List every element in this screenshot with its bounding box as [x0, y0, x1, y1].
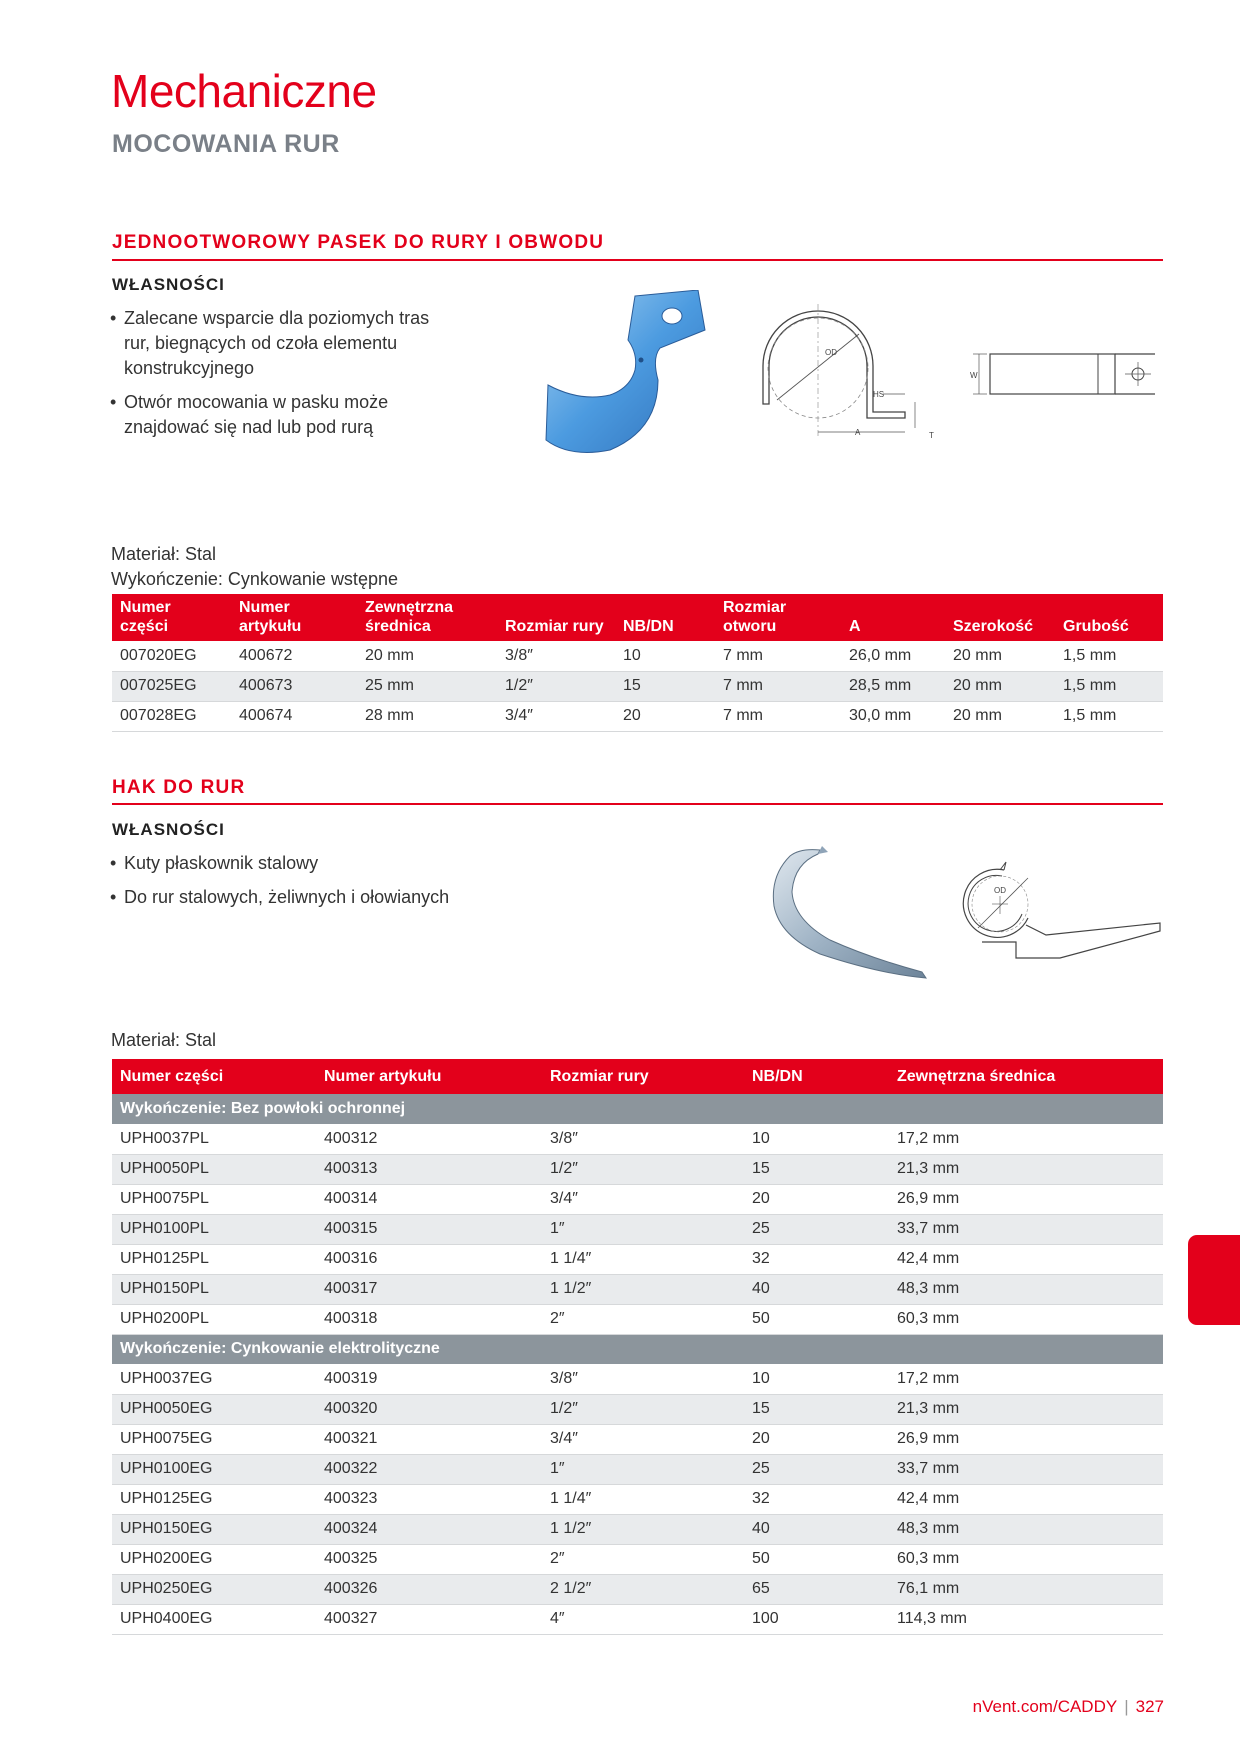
table-cell: 2 1/2″ — [542, 1574, 744, 1604]
table-cell: 40 — [744, 1274, 889, 1304]
table-cell: UPH0400EG — [112, 1604, 316, 1634]
table-row — [112, 1484, 1163, 1514]
table-cell: 20 — [744, 1184, 889, 1214]
table-cell: 007020EG — [112, 641, 231, 671]
table-cell: 21,3 mm — [889, 1154, 1163, 1184]
table-row — [112, 1214, 1163, 1244]
table-header-row — [112, 594, 1163, 641]
properties-list — [110, 306, 430, 449]
material-label: Materiał: Stal — [111, 1030, 217, 1050]
section-divider — [112, 803, 1163, 805]
table-cell: UPH0200EG — [112, 1544, 316, 1574]
table-row — [112, 1184, 1163, 1214]
pipe-hook-table — [112, 1059, 1163, 1635]
table-row — [112, 1274, 1163, 1304]
footer-separator: | — [1124, 1697, 1129, 1716]
finish-label: Wykończenie: Cynkowanie wstępne — [111, 569, 398, 589]
table-cell: 33,7 mm — [889, 1214, 1163, 1244]
properties-heading: WŁASNOŚCI — [112, 820, 225, 839]
table-cell: 50 — [744, 1304, 889, 1334]
table-cell: 3/4″ — [542, 1184, 744, 1214]
table-cell: 400317 — [316, 1274, 542, 1304]
table-cell: 1 1/2″ — [542, 1274, 744, 1304]
column-header: Rozmiar rury — [497, 594, 615, 641]
properties-list — [110, 851, 570, 919]
table-cell: 400316 — [316, 1244, 542, 1274]
table-cell: 1/2″ — [542, 1394, 744, 1424]
table-cell: 2″ — [542, 1544, 744, 1574]
table-cell: 20 mm — [945, 671, 1055, 701]
table-cell: 1 1/4″ — [542, 1484, 744, 1514]
table-cell: 1,5 mm — [1055, 701, 1163, 731]
table-cell: 17,2 mm — [889, 1124, 1163, 1154]
column-header: NB/DN — [615, 594, 715, 641]
od-label: OD — [825, 348, 837, 357]
table-cell: 400326 — [316, 1574, 542, 1604]
chapter-tab — [1188, 1235, 1240, 1325]
column-header: Zewnętrzna średnica — [357, 594, 497, 641]
table-cell: UPH0100EG — [112, 1454, 316, 1484]
table-cell: 7 mm — [715, 701, 841, 731]
table-cell: 21,3 mm — [889, 1394, 1163, 1424]
pipe-strap-top-drawing — [965, 348, 1155, 400]
column-header: Rozmiar otworu — [715, 594, 841, 641]
table-cell: UPH0050PL — [112, 1154, 316, 1184]
table-cell: 400672 — [231, 641, 357, 671]
od-label: OD — [994, 886, 1006, 895]
table-cell: 7 mm — [715, 671, 841, 701]
table-cell: 17,2 mm — [889, 1364, 1163, 1394]
column-header: NB/DN — [744, 1059, 889, 1094]
table-group-label: Wykończenie: Bez powłoki ochronnej — [112, 1094, 1163, 1124]
section-heading-pipe-hook: HAK DO RUR — [112, 777, 246, 798]
table-cell: 50 — [744, 1544, 889, 1574]
table-cell: 400313 — [316, 1154, 542, 1184]
material-label: Materiał: Stal — [111, 544, 217, 564]
table-cell: 400321 — [316, 1424, 542, 1454]
table-group-row — [112, 1094, 1163, 1124]
table-cell: UPH0050EG — [112, 1394, 316, 1424]
page-title: Mechaniczne — [111, 65, 377, 117]
section-divider — [112, 259, 1163, 261]
table-row — [112, 641, 1163, 671]
table-cell: 20 — [744, 1424, 889, 1454]
table-row — [112, 1124, 1163, 1154]
pipe-strap-table — [112, 594, 1163, 732]
table-cell: 15 — [744, 1394, 889, 1424]
a-label: A — [855, 428, 861, 437]
table-cell: 32 — [744, 1244, 889, 1274]
table-row — [112, 1574, 1163, 1604]
table-cell: 10 — [615, 641, 715, 671]
table-cell: 007025EG — [112, 671, 231, 701]
table-cell: UPH0075PL — [112, 1184, 316, 1214]
table-cell: 10 — [744, 1124, 889, 1154]
table-row — [112, 1604, 1163, 1634]
table-row — [112, 701, 1163, 731]
table-cell: 400324 — [316, 1514, 542, 1544]
list-item: • Do rur stalowych, żeliwnych i ołowianych — [110, 885, 570, 910]
table-cell: 1″ — [542, 1214, 744, 1244]
table-group-row — [112, 1334, 1163, 1364]
table-cell: 1,5 mm — [1055, 641, 1163, 671]
table-cell: UPH0100PL — [112, 1214, 316, 1244]
table-row — [112, 1424, 1163, 1454]
table-cell: 1,5 mm — [1055, 671, 1163, 701]
w-label: W — [970, 371, 978, 380]
table-cell: 400323 — [316, 1484, 542, 1514]
table-cell: 26,9 mm — [889, 1424, 1163, 1454]
table-cell: 76,1 mm — [889, 1574, 1163, 1604]
table-cell: 42,4 mm — [889, 1244, 1163, 1274]
table-cell: 60,3 mm — [889, 1304, 1163, 1334]
table-row — [112, 1304, 1163, 1334]
table-cell: 400322 — [316, 1454, 542, 1484]
table-cell: 3/4″ — [542, 1424, 744, 1454]
table-row — [112, 1514, 1163, 1544]
table-cell: 32 — [744, 1484, 889, 1514]
table-cell: 28,5 mm — [841, 671, 945, 701]
table-cell: 400312 — [316, 1124, 542, 1154]
table-cell: 20 — [615, 701, 715, 731]
table-row — [112, 1544, 1163, 1574]
table-row — [112, 1454, 1163, 1484]
table-cell: 3/8″ — [542, 1124, 744, 1154]
table-cell: 60,3 mm — [889, 1544, 1163, 1574]
table-cell: 7 mm — [715, 641, 841, 671]
table-cell: 26,9 mm — [889, 1184, 1163, 1214]
column-header: Grubość — [1055, 594, 1163, 641]
column-header: Numer części — [112, 1059, 316, 1094]
table-group-label: Wykończenie: Cynkowanie elektrolityczne — [112, 1334, 1163, 1364]
table-row — [112, 1154, 1163, 1184]
table-cell: 10 — [744, 1364, 889, 1394]
column-header: Rozmiar rury — [542, 1059, 744, 1094]
table-cell: 1 1/2″ — [542, 1514, 744, 1544]
column-header: A — [841, 594, 945, 641]
table-cell: 48,3 mm — [889, 1514, 1163, 1544]
table-cell: 28 mm — [357, 701, 497, 731]
table-cell: 400674 — [231, 701, 357, 731]
footer — [973, 1697, 1164, 1717]
table-cell: 1 1/4″ — [542, 1244, 744, 1274]
table-cell: 48,3 mm — [889, 1274, 1163, 1304]
table-cell: 33,7 mm — [889, 1454, 1163, 1484]
table-cell: 4″ — [542, 1604, 744, 1634]
table-cell: 20 mm — [945, 641, 1055, 671]
table-cell: 400318 — [316, 1304, 542, 1334]
table-cell: 25 mm — [357, 671, 497, 701]
table-cell: 1/2″ — [497, 671, 615, 701]
table-cell: 100 — [744, 1604, 889, 1634]
table-cell: 42,4 mm — [889, 1484, 1163, 1514]
list-item: • Zalecane wsparcie dla poziomych tras rur, biegnących od czoła elementu konstrukcyjnego — [110, 306, 430, 381]
table-cell: UPH0150EG — [112, 1514, 316, 1544]
table-header-row — [112, 1059, 1163, 1094]
table-cell: 40 — [744, 1514, 889, 1544]
table-row — [112, 1364, 1163, 1394]
pipe-hook-product-image — [760, 846, 935, 982]
table-cell: UPH0125EG — [112, 1484, 316, 1514]
section-heading-pipe-strap: JEDNOOTWOROWY PASEK DO RURY I OBWODU — [112, 232, 605, 253]
table-cell: UPH0037EG — [112, 1364, 316, 1394]
properties-heading: WŁASNOŚCI — [112, 275, 225, 294]
table-row — [112, 671, 1163, 701]
column-header: Numer artykułu — [316, 1059, 542, 1094]
table-cell: 114,3 mm — [889, 1604, 1163, 1634]
table-cell: 007028EG — [112, 701, 231, 731]
table-cell: 26,0 mm — [841, 641, 945, 671]
footer-site-link[interactable]: nVent.com/CADDY — [972, 1697, 1118, 1716]
table-cell: UPH0150PL — [112, 1274, 316, 1304]
table-cell: 1″ — [542, 1454, 744, 1484]
table-cell: UPH0200PL — [112, 1304, 316, 1334]
table-cell: UPH0075EG — [112, 1424, 316, 1454]
table-cell: 400315 — [316, 1214, 542, 1244]
table-cell: 400319 — [316, 1364, 542, 1394]
pipe-hook-drawing — [960, 858, 1165, 962]
table-cell: 400320 — [316, 1394, 542, 1424]
table-cell: 30,0 mm — [841, 701, 945, 731]
table-cell: 400673 — [231, 671, 357, 701]
column-header: Numer artykułu — [231, 594, 357, 641]
table-cell: 2″ — [542, 1304, 744, 1334]
t-label: T — [929, 431, 934, 440]
pipe-strap-side-drawing — [755, 304, 945, 444]
table-cell: 25 — [744, 1214, 889, 1244]
column-header: Zewnętrzna średnica — [889, 1059, 1163, 1094]
table-cell: 3/8″ — [542, 1364, 744, 1394]
list-item: • Kuty płaskownik stalowy — [110, 851, 570, 876]
column-header: Szerokość — [945, 594, 1055, 641]
page-number: 327 — [1135, 1697, 1164, 1716]
table-cell: 1/2″ — [542, 1154, 744, 1184]
table-cell: 65 — [744, 1574, 889, 1604]
page-subtitle: MOCOWANIA RUR — [112, 130, 340, 158]
table-cell: 20 mm — [357, 641, 497, 671]
table-cell: 3/8″ — [497, 641, 615, 671]
column-header: Numer części — [112, 594, 231, 641]
table-row — [112, 1394, 1163, 1424]
hs-label: HS — [873, 390, 885, 399]
table-cell: UPH0250EG — [112, 1574, 316, 1604]
pipe-strap-product-image — [540, 290, 720, 460]
table-cell: 400314 — [316, 1184, 542, 1214]
list-item: • Otwór mocowania w pasku może znajdować się nad lub pod rurą — [110, 390, 430, 440]
table-cell: 20 mm — [945, 701, 1055, 731]
table-cell: 400325 — [316, 1544, 542, 1574]
table-cell: 400327 — [316, 1604, 542, 1634]
table-cell: 3/4″ — [497, 701, 615, 731]
table-cell: 15 — [744, 1154, 889, 1184]
table-row — [112, 1244, 1163, 1274]
table-cell: UPH0037PL — [112, 1124, 316, 1154]
table-cell: 15 — [615, 671, 715, 701]
table-cell: UPH0125PL — [112, 1244, 316, 1274]
table-cell: 25 — [744, 1454, 889, 1484]
